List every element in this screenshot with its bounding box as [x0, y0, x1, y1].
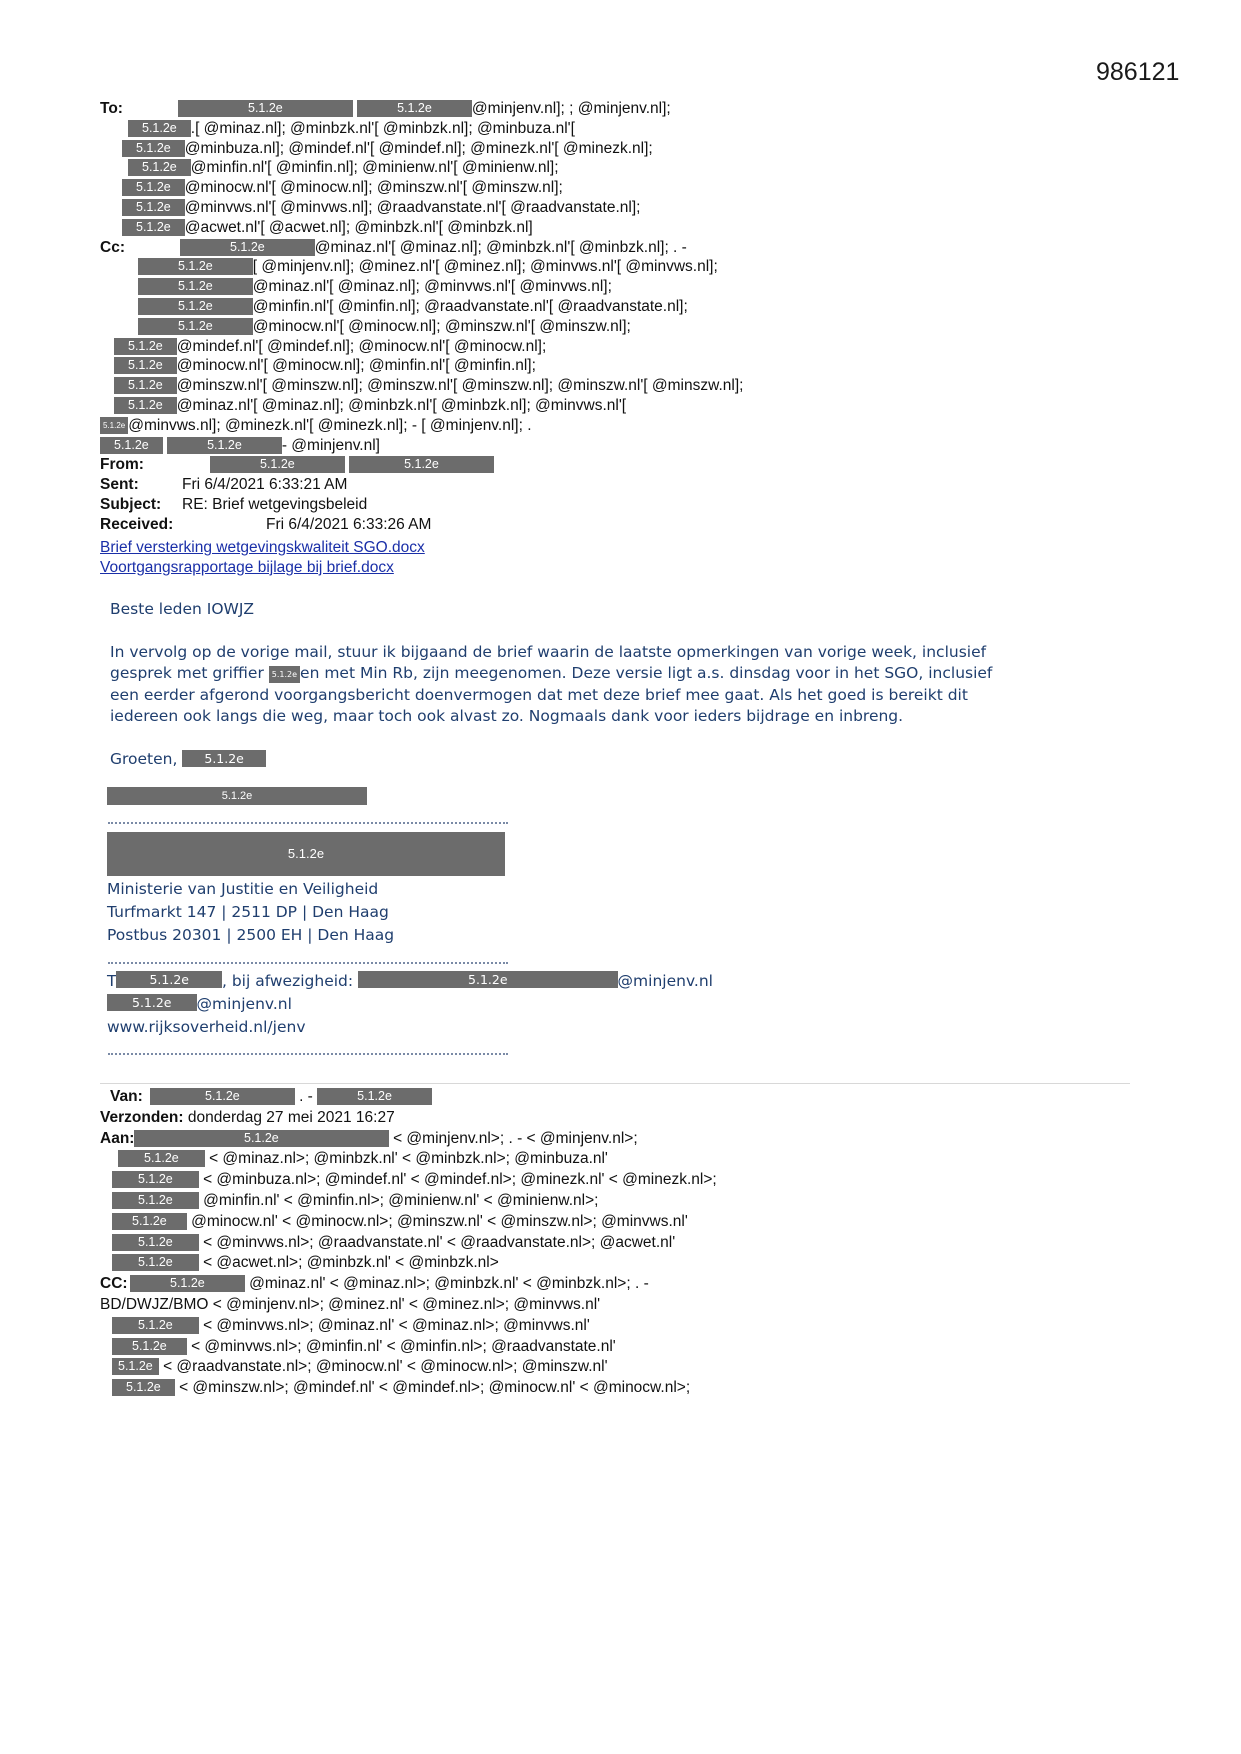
address-visit: Turfmarkt 147 | 2511 DP | Den Haag [107, 903, 389, 921]
aan-line: 5.1.2e < @minbuza.nl>; @mindef.nl' < @mindef.nl>; @minezk.nl' < @minezk.nl>; [100, 1170, 1140, 1191]
redaction: 5.1.2e [269, 666, 300, 683]
to-addresses: .[ @minaz.nl]; @minbzk.nl'[ @minbzk.nl]; @minbuza.nl'[ [190, 119, 575, 137]
redaction: 5.1.2e [107, 787, 367, 805]
cc-addresses: @minszw.nl'[ @minszw.nl]; @minszw.nl'[ @minszw.nl]; @minszw.nl'[ @minszw.nl]; [176, 377, 744, 395]
cc-addresses: @minfin.nl'[ @minfin.nl]; @raadvanstate.nl'[ @raadvanstate.nl]; [252, 297, 688, 315]
redaction: 5.1.2e [138, 258, 253, 275]
sent-label: Sent: [100, 476, 139, 494]
redaction: 5.1.2e [116, 971, 222, 988]
to-line [100, 158, 1140, 178]
divider [108, 962, 508, 964]
website[interactable]: www.rijksoverheid.nl/jenv [107, 1018, 306, 1036]
verzonden-value: donderdag 27 mei 2021 16:27 [187, 1108, 395, 1126]
received-line [100, 515, 1140, 535]
redaction: 5.1.2e [112, 1192, 199, 1209]
email-header [100, 99, 1140, 535]
aan-line: 5.1.2e < @acwet.nl>; @minbzk.nl' < @minbzk.nl> [100, 1253, 1140, 1274]
redaction: 5.1.2e [210, 456, 345, 473]
cc-line [100, 416, 1140, 436]
cc2-line: 5.1.2e < @minvws.nl>; @minfin.nl' < @minfin.nl>; @raadvanstate.nl' [100, 1337, 1140, 1358]
aan-line: 5.1.2e < @minaz.nl>; @minbzk.nl' < @minbzk.nl>; @minbuza.nl' [100, 1149, 1140, 1170]
document-number: 986121 [1096, 58, 1180, 86]
redaction: 5.1.2e [100, 437, 163, 454]
attachments [100, 538, 425, 578]
cc-line [100, 356, 1140, 376]
redaction: 5.1.2e [112, 1171, 199, 1188]
to-addresses: @minfin.nl'[ @minfin.nl]; @minienw.nl'[ @minienw.nl]; [190, 159, 559, 177]
from-line [100, 455, 1140, 475]
aan-line: 5.1.2e @minfin.nl' < @minfin.nl>; @minienw.nl' < @minienw.nl>; [100, 1191, 1140, 1212]
to-line [100, 198, 1140, 218]
redaction: 5.1.2e [112, 1379, 175, 1396]
signature [107, 878, 507, 947]
cc-addresses: @minaz.nl'[ @minaz.nl]; @minbzk.nl'[ @minbzk.nl]; . - [314, 238, 687, 256]
cc-addresses: @minaz.nl'[ @minaz.nl]; @minbzk.nl'[ @minbzk.nl]; @minvws.nl'[ [176, 396, 627, 414]
cc-addresses: @minocw.nl'[ @minocw.nl]; @minfin.nl'[ @minfin.nl]; [176, 357, 536, 375]
earlier-mail-header [100, 1087, 1140, 1399]
message-body [110, 599, 1010, 770]
body-text: en met Min Rb, zijn meegenomen. Deze versie ligt a.s. dinsdag voor in het SGO, inclusief [300, 664, 993, 682]
redaction: 5.1.2e [180, 239, 315, 256]
ministry-name: Ministerie van Justitie en Veiligheid [107, 880, 379, 898]
redaction: 5.1.2e [122, 219, 185, 236]
verzonden-line [100, 1108, 1140, 1129]
aan-line: 5.1.2e @minocw.nl' < @minocw.nl>; @minszw.nl' < @minszw.nl>; @minvws.nl' [100, 1212, 1140, 1233]
to-line [100, 139, 1140, 159]
redaction: 5.1.2e [138, 318, 253, 335]
greeting: Beste leden IOWJZ [110, 600, 255, 618]
aan-line: 5.1.2e < @minvws.nl>; @raadvanstate.nl' < @raadvanstate.nl>; @acwet.nl' [100, 1233, 1140, 1254]
redaction: 5.1.2e [138, 278, 253, 295]
redaction: 5.1.2e [112, 1338, 187, 1355]
cc-addresses: @minvws.nl]; @minezk.nl'[ @minezk.nl]; - [ @minjenv.nl]; . [128, 416, 532, 434]
to-addresses: @acwet.nl'[ @acwet.nl]; @minbzk.nl'[ @minbzk.nl] [184, 218, 533, 236]
redaction: 5.1.2e [112, 1254, 199, 1271]
redaction: 5.1.2e [122, 199, 185, 216]
cc-label: Cc: [100, 238, 125, 256]
body-line [110, 663, 1010, 685]
redaction: 5.1.2e [349, 456, 494, 473]
attachment-link[interactable]: Brief versterking wetgevingskwaliteit SGO.docx [100, 539, 425, 556]
cc2-label: CC: [100, 1275, 128, 1293]
cc-line [100, 277, 1140, 297]
cc2-line: 5.1.2e < @raadvanstate.nl>; @minocw.nl' < @minocw.nl>; @minszw.nl' [100, 1357, 1140, 1378]
to-line [100, 178, 1140, 198]
cc2-line: 5.1.2e < @minvws.nl>; @minaz.nl' < @minaz.nl>; @minvws.nl' [100, 1316, 1140, 1337]
to-line [100, 119, 1140, 139]
redaction: 5.1.2e [128, 159, 191, 176]
redaction: 5.1.2e [114, 338, 177, 355]
received-label: Received: [100, 515, 174, 533]
contact-lines [107, 970, 907, 1039]
redaction: 5.1.2e [150, 1088, 295, 1105]
redaction: 5.1.2e [122, 179, 185, 196]
subject-label: Subject: [100, 495, 162, 513]
redaction: 5.1.2e [182, 750, 266, 767]
verzonden-label: Verzonden: [100, 1108, 184, 1126]
redaction: 5.1.2e [122, 140, 185, 157]
aan-label: Aan: [100, 1129, 135, 1147]
body-line: In vervolg op de vorige mail, stuur ik bijgaand de brief waarin de laatste opmerkingen van vorige week, inclusief [110, 642, 987, 661]
cc-line [100, 257, 1140, 277]
attachment-link[interactable]: Voortgangsrapportage bijlage bij brief.docx [100, 559, 394, 576]
redaction: 5.1.2e [107, 832, 505, 876]
divider [108, 822, 508, 824]
body-line: iedereen ook langs die weg, maar toch ook alvast zo. Nogmaals dank voor ieders bijdrage en inbreng. [110, 707, 904, 725]
closing: Groeten, 5.1.2e [110, 749, 1010, 771]
cc-line [100, 396, 1140, 416]
cc2-line: CC: 5.1.2e @minaz.nl' < @minaz.nl>; @minbzk.nl' < @minbzk.nl>; . - [100, 1274, 1140, 1295]
redaction: 5.1.2e [317, 1088, 432, 1105]
redaction: 5.1.2e [138, 298, 253, 315]
to-addresses: @minjenv.nl]; ; @minjenv.nl]; [471, 100, 671, 117]
cc-addresses: @minocw.nl'[ @minocw.nl]; @minszw.nl'[ @minszw.nl]; [252, 317, 631, 335]
to-addresses: @minvws.nl'[ @minvws.nl]; @raadvanstate.nl'[ @raadvanstate.nl]; [184, 198, 641, 216]
cc-line [100, 376, 1140, 396]
cc-addresses: - @minjenv.nl] [281, 436, 380, 454]
address-post: Postbus 20301 | 2500 EH | Den Haag [107, 926, 395, 944]
cc-line [100, 317, 1140, 337]
redaction: 5.1.2e [357, 100, 472, 117]
redaction: 5.1.2e [128, 120, 191, 137]
subject-line [100, 495, 1140, 515]
sent-line [100, 475, 1140, 495]
to-addresses: @minocw.nl'[ @minocw.nl]; @minszw.nl'[ @minszw.nl]; [184, 179, 563, 197]
redaction: 5.1.2e [178, 100, 353, 117]
redaction: 5.1.2e [118, 1150, 205, 1167]
redaction: 5.1.2e [114, 357, 177, 374]
to-line [100, 218, 1140, 238]
from-label: From: [100, 456, 144, 474]
body-text: gesprek met griffier [110, 664, 264, 682]
phone-line: T 5.1.2e , bij afwezigheid: 5.1.2e @minjenv.nl [107, 972, 713, 990]
van-label: Van: [110, 1088, 143, 1105]
divider [108, 1053, 508, 1055]
to-addresses: @minbuza.nl]; @mindef.nl'[ @mindef.nl]; @minezk.nl'[ @minezk.nl]; [184, 139, 653, 157]
cc2-line: 5.1.2e < @minszw.nl>; @mindef.nl' < @mindef.nl>; @minocw.nl' < @minocw.nl>; [100, 1378, 1140, 1399]
to-label: To: [100, 100, 123, 117]
cc-line [100, 337, 1140, 357]
cc-line-1 [100, 238, 1140, 258]
separator [100, 1083, 1130, 1084]
redaction: 5.1.2e [107, 994, 197, 1011]
redaction: 5.1.2e [114, 397, 177, 414]
cc2-line: BD/DWJZ/BMO < @minjenv.nl>; @minez.nl' < @minez.nl>; @minvws.nl' [100, 1295, 601, 1313]
to-line-1 [100, 99, 1140, 119]
redaction: 5.1.2e [134, 1130, 389, 1147]
aan-line: Aan: 5.1.2e < @minjenv.nl>; . - < @minjenv.nl>; [100, 1129, 1140, 1150]
redaction: 5.1.2e [167, 437, 282, 454]
redaction: 5.1.2e [112, 1234, 199, 1251]
redaction: 5.1.2e [112, 1317, 199, 1334]
cc-addresses: @minaz.nl'[ @minaz.nl]; @minvws.nl'[ @minvws.nl]; [252, 278, 612, 296]
cc-addresses: [ @minjenv.nl]; @minez.nl'[ @minez.nl]; @minvws.nl'[ @minvws.nl]; [252, 258, 718, 276]
subject-value: RE: Brief wetgevingsbeleid [182, 495, 368, 513]
van-line: Van: 5.1.2e . - 5.1.2e [100, 1087, 1140, 1108]
cc-line [100, 297, 1140, 317]
received-value: Fri 6/4/2021 6:33:26 AM [266, 515, 432, 533]
redaction: 5.1.2e [100, 417, 128, 434]
cc-line [100, 436, 1140, 456]
sent-value: Fri 6/4/2021 6:33:21 AM [182, 476, 348, 494]
redaction: 5.1.2e [130, 1275, 245, 1292]
redaction: 5.1.2e [358, 971, 618, 988]
redaction: 5.1.2e [114, 377, 177, 394]
cc-addresses: @mindef.nl'[ @mindef.nl]; @minocw.nl'[ @minocw.nl]; [176, 337, 547, 355]
redaction: 5.1.2e [112, 1358, 159, 1375]
redaction: 5.1.2e [112, 1213, 187, 1230]
email-line: 5.1.2e @minjenv.nl [107, 993, 907, 1016]
body-line: een eerder afgerond voorgangsbericht doenvermogen dat met deze brief mee gaat. Als het goed is bereikt dit [110, 685, 968, 704]
